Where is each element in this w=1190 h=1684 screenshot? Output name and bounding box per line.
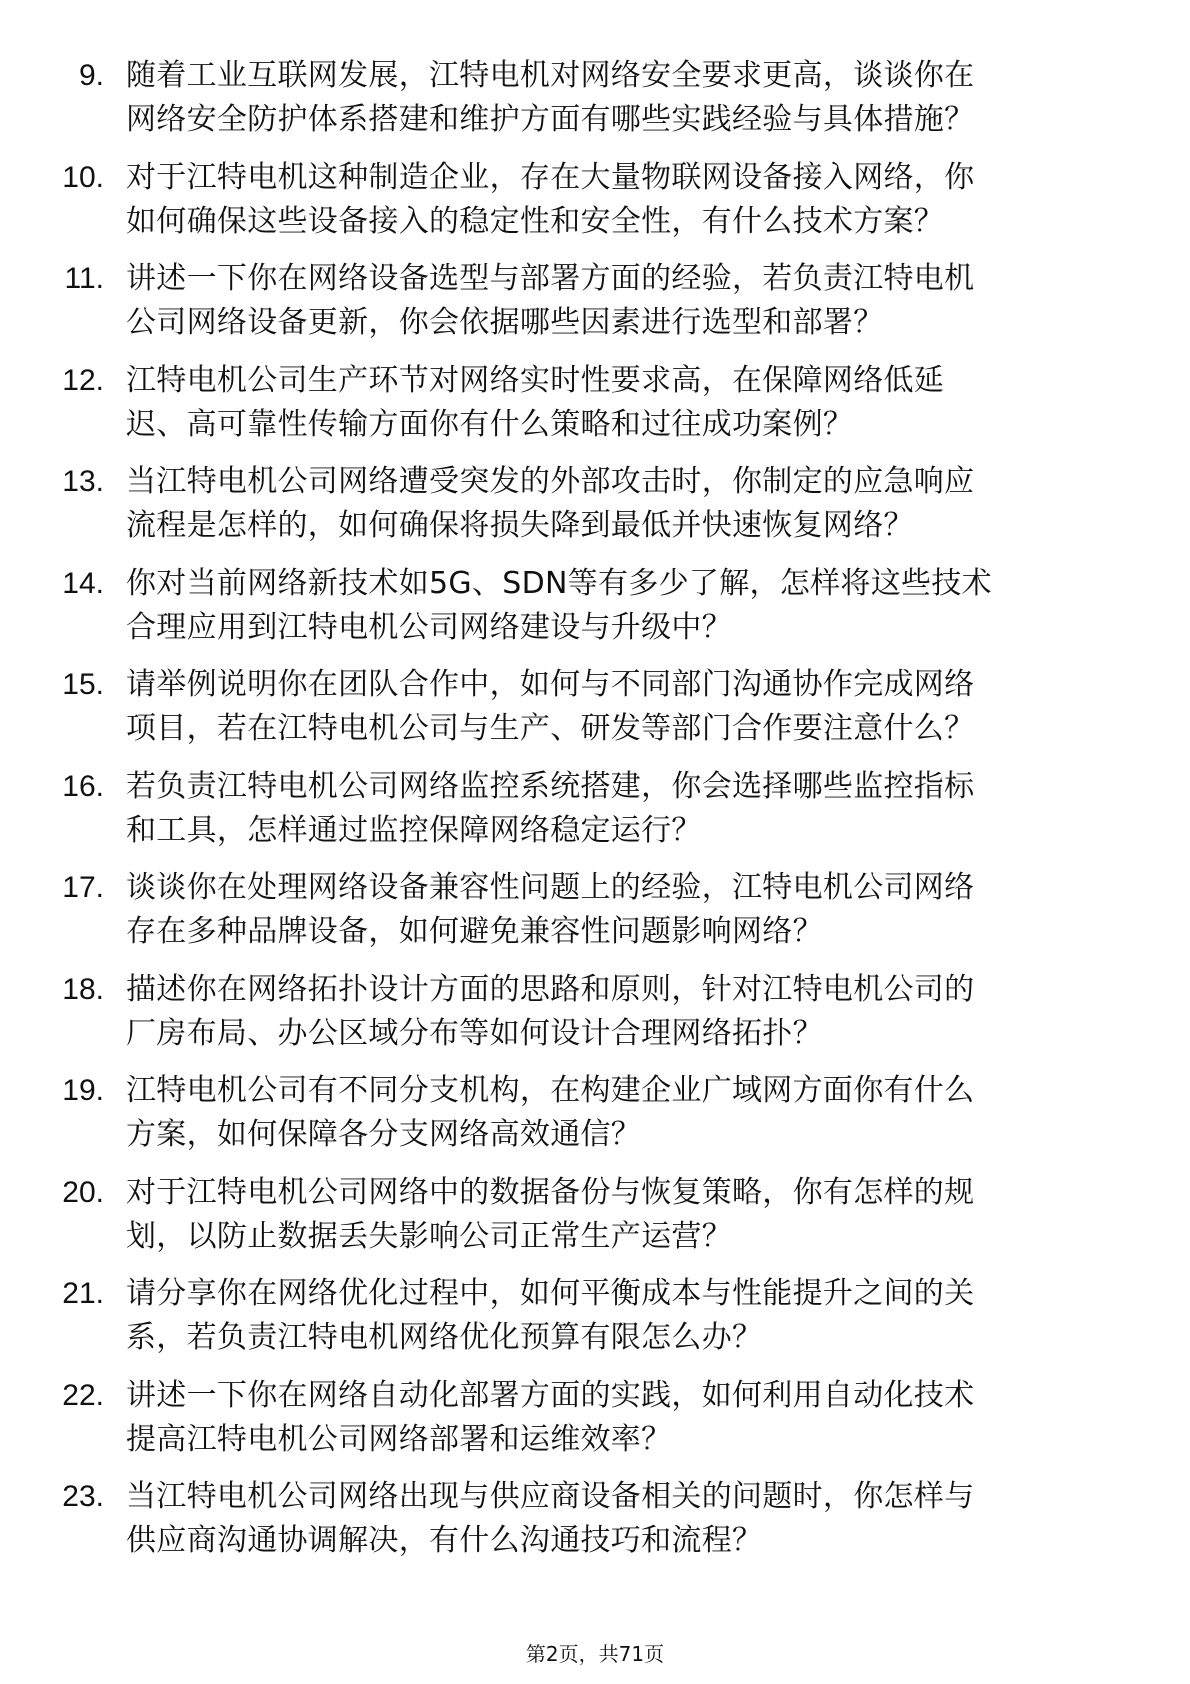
question-line: 讲述一下你在网络设备选型与部署方面的经验，若负责江特电机 — [126, 261, 975, 296]
question-list — [0, 48, 1190, 1571]
question-item — [0, 150, 1190, 252]
question-line: 江特电机公司生产环节对网络实时性要求高，在保障网络低延 — [126, 362, 945, 398]
question-number: 13. — [62, 465, 104, 498]
question-number: 18. — [62, 972, 104, 1006]
question-number: 17. — [62, 871, 104, 904]
question-text — [126, 359, 1126, 447]
question-item — [0, 353, 1190, 455]
question-item — [0, 1063, 1190, 1165]
question-item — [0, 1368, 1190, 1470]
question-text — [126, 765, 1126, 853]
question-text — [126, 1475, 1126, 1563]
question-line: 流程是怎样的，如何确保将损失降到最低并快速恢复网络？ — [126, 508, 914, 543]
question-line: 项目，若在江特电机公司与生产、研发等部门合作要注意什么？ — [126, 711, 975, 746]
question-line: 请分享你在网络优化过程中，如何平衡成本与性能提升之间的关 — [126, 1276, 975, 1311]
question-text — [126, 562, 1126, 650]
question-text — [126, 460, 1126, 548]
question-number: 14. — [62, 566, 104, 600]
question-text — [126, 1171, 1126, 1259]
question-line: 供应商沟通协调解决，有什么沟通技巧和流程？ — [126, 1523, 763, 1558]
question-text — [126, 968, 1126, 1056]
question-text — [126, 1069, 1126, 1157]
question-line: 迟、高可靠性传输方面你有什么策略和过往成功案例？ — [126, 406, 854, 442]
question-line: 方案，如何保障各分支网络高效通信？ — [126, 1117, 642, 1152]
question-text — [126, 54, 1126, 142]
question-line: 系，若负责江特电机网络优化预算有限怎么办？ — [126, 1320, 763, 1355]
question-text — [126, 257, 1126, 345]
page-footer: 第2页，共71页 — [525, 1642, 665, 1666]
question-number: 9. — [78, 59, 104, 92]
question-line: 江特电机公司有不同分支机构，在构建企业广域网方面你有什么 — [126, 1073, 975, 1108]
question-text — [126, 663, 1126, 751]
question-line: 你对当前网络新技术如5G、SDN等有多少了解，怎样将这些技术 — [126, 565, 992, 601]
question-number: 22. — [62, 1378, 104, 1412]
question-line: 提高江特电机公司网络部署和运维效率？ — [126, 1421, 672, 1457]
question-line: 描述你在网络拓扑设计方面的思路和原则，针对江特电机公司的 — [126, 971, 975, 1007]
question-number: 16. — [62, 769, 104, 803]
question-text — [126, 866, 1126, 954]
question-line: 若负责江特电机公司网络监控系统搭建，你会选择哪些监控指标 — [126, 768, 975, 804]
question-line: 网络安全防护体系搭建和维护方面有哪些实践经验与具体措施？ — [126, 102, 975, 137]
question-item — [0, 556, 1190, 658]
question-number: 11. — [64, 262, 104, 295]
question-item — [0, 48, 1190, 150]
question-item — [0, 251, 1190, 353]
question-number: 15. — [62, 668, 104, 701]
question-number: 21. — [62, 1277, 104, 1310]
question-line: 对于江特电机这种制造企业，存在大量物联网设备接入网络，你 — [126, 159, 975, 195]
question-item — [0, 860, 1190, 962]
question-line: 公司网络设备更新，你会依据哪些因素进行选型和部署？ — [126, 305, 884, 340]
question-line: 和工具，怎样通过监控保障网络稳定运行？ — [126, 812, 702, 848]
question-number: 12. — [62, 363, 104, 397]
question-line: 请举例说明你在团队合作中，如何与不同部门沟通协作完成网络 — [126, 667, 975, 702]
question-line: 合理应用到江特电机公司网络建设与升级中？ — [126, 609, 732, 645]
question-number: 23. — [62, 1480, 104, 1513]
question-number: 20. — [62, 1175, 104, 1209]
question-item — [0, 657, 1190, 759]
question-line: 讲述一下你在网络自动化部署方面的实践，如何利用自动化技术 — [126, 1377, 975, 1413]
question-number: 10. — [62, 160, 104, 194]
question-item — [0, 962, 1190, 1064]
question-line: 对于江特电机公司网络中的数据备份与恢复策略，你有怎样的规 — [126, 1174, 975, 1210]
question-number: 19. — [62, 1074, 104, 1107]
question-line: 随着工业互联网发展，江特电机对网络安全要求更高，谈谈你在 — [126, 58, 975, 93]
question-text — [126, 156, 1126, 244]
question-line: 厂房布局、办公区域分布等如何设计合理网络拓扑？ — [126, 1015, 823, 1051]
question-line: 当江特电机公司网络遭受突发的外部攻击时，你制定的应急响应 — [126, 464, 975, 499]
question-line: 谈谈你在处理网络设备兼容性问题上的经验，江特电机公司网络 — [126, 870, 975, 905]
question-item — [0, 1469, 1190, 1571]
question-item — [0, 759, 1190, 861]
question-line: 存在多种品牌设备，如何避免兼容性问题影响网络？ — [126, 914, 823, 949]
question-item — [0, 1165, 1190, 1267]
question-line: 划，以防止数据丢失影响公司正常生产运营？ — [126, 1218, 732, 1254]
question-text — [126, 1374, 1126, 1462]
question-text — [126, 1272, 1126, 1360]
question-item — [0, 1266, 1190, 1368]
question-item — [0, 454, 1190, 556]
question-line: 当江特电机公司网络出现与供应商设备相关的问题时，你怎样与 — [126, 1479, 975, 1514]
question-line: 如何确保这些设备接入的稳定性和安全性，有什么技术方案？ — [126, 203, 945, 239]
